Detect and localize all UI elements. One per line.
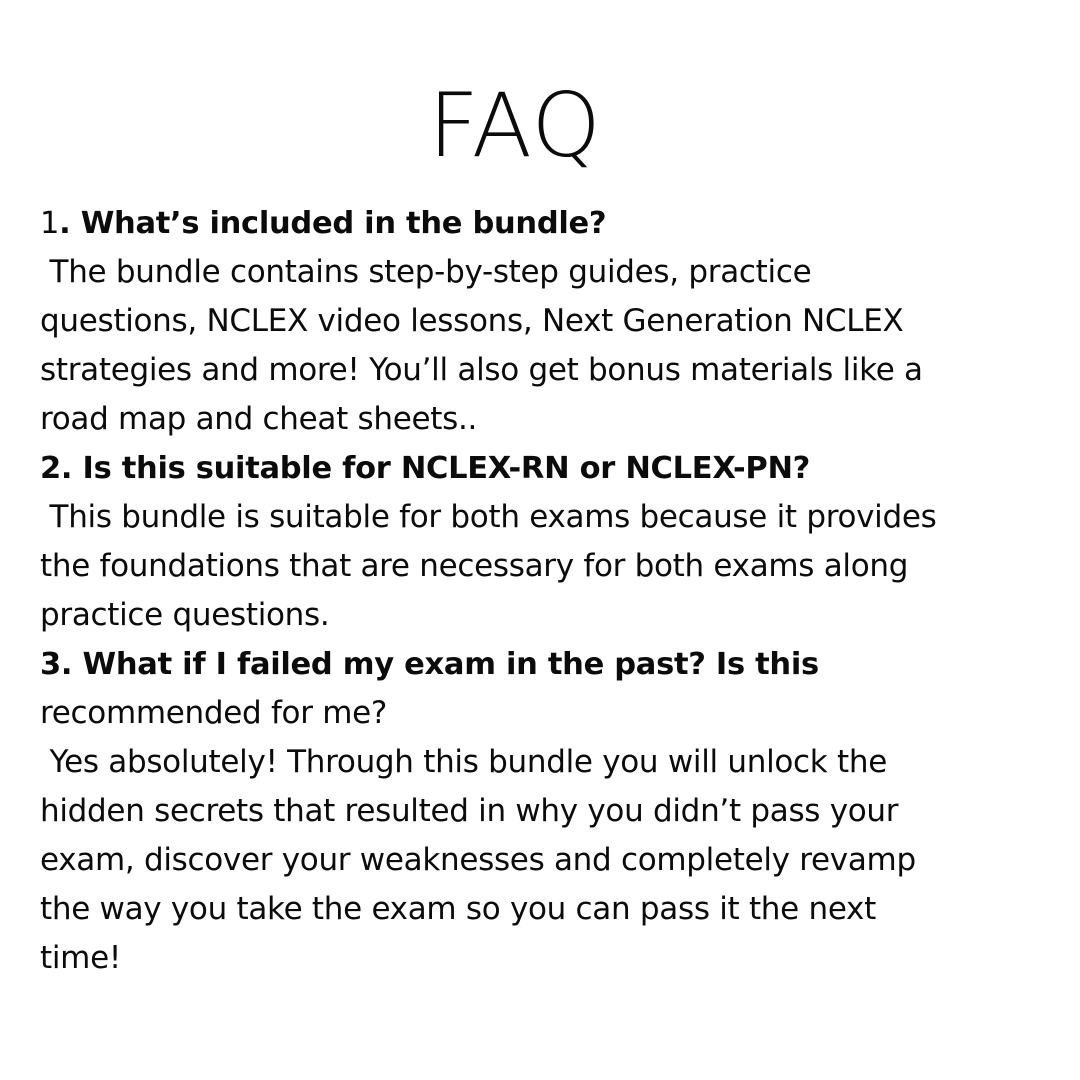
faq-answer-line: Yes absolutely! Through this bundle you will unlock the: [40, 744, 887, 780]
faq-answer-line: the foundations that are necessary for both exams along: [40, 548, 909, 584]
faq-answer-line: time!: [40, 940, 121, 976]
page-title: FAQ: [428, 74, 602, 177]
faq-answer-line: practice questions.: [40, 597, 330, 633]
faq-answer-line: exam, discover your weaknesses and completely revamp: [40, 842, 916, 878]
faq-item-2: [40, 444, 1075, 640]
faq-question-2: 2. Is this suitable for NCLEX-RN or NCLEX-PN?: [40, 451, 811, 486]
faq-answer-line: road map and cheat sheets..: [40, 401, 478, 437]
faq-list: [40, 199, 1075, 983]
faq-answer-line: hidden secrets that resulted in why you didn’t pass your: [40, 793, 899, 829]
faq-answer-line: This bundle is suitable for both exams because it provides: [40, 499, 937, 535]
faq-question-3-continuation: recommended for me?: [40, 695, 388, 731]
faq-answer-line: strategies and more! You’ll also get bonus materials like a: [40, 352, 923, 388]
faq-question-1: [40, 199, 1075, 248]
faq-answer-line: The bundle contains step-by-step guides, practice: [40, 254, 812, 290]
faq-item-3: [40, 640, 1075, 983]
faq-question-3: 3. What if I failed my exam in the past? Is this: [40, 647, 819, 682]
faq-answer-line: the way you take the exam so you can pass it the next: [40, 891, 876, 927]
question-text: . What’s included in the bundle?: [59, 206, 607, 241]
faq-answer-line: questions, NCLEX video lessons, Next Generation NCLEX: [40, 303, 904, 339]
question-number: 1: [40, 206, 60, 241]
faq-item-1: [40, 199, 1075, 444]
